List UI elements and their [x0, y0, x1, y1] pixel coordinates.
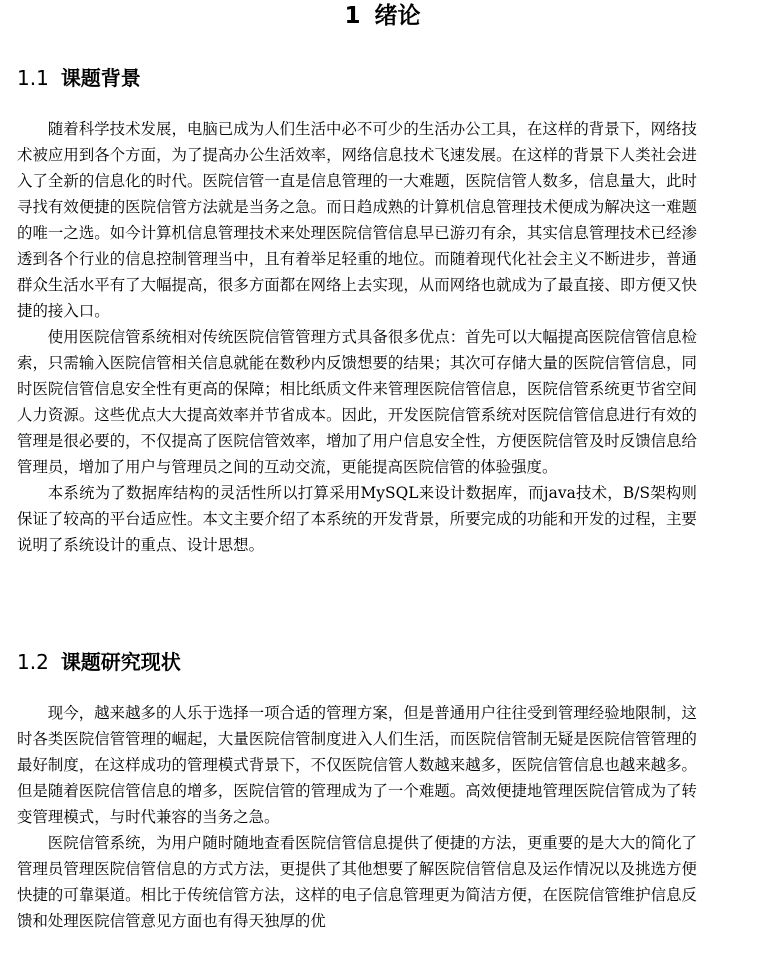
paragraph: 使用医院信管系统相对传统医院信管管理方式具备很多优点：首先可以大幅提高医院信管信息检索，只需输入医院信管相关信息就能在数秒内反馈想要的结果；其次可存储大量的医院信管信息，同时医院信管信息安全性有更高的保障；相比纸质文件来管理医院信管信息，医院信管系统更节省空间人力资源。这些优点大大提高效率并节省成本。因此，开发医院信管系统对医院信管信息进行有效的管理是很必要的，不仅提高了医院信管效率，增加了用户信息安全性，方便医院信管及时反馈信息给管理员，增加了用户与管理员之间的互动交流，更能提高医院信管的体验强度。 — [17, 328, 697, 476]
paragraph: 本系统为了数据库结构的灵活性所以打算采用MySQL来设计数据库，而java技术，B/S架构则保证了较高的平台适应性。本文主要介绍了本系统的开发背景，所要完成的功能和开发的过程，主要说明了系统设计的重点、设计思想。 — [17, 484, 697, 554]
section-heading-1-2 — [17, 648, 181, 676]
section-1-1-body — [17, 116, 697, 558]
paragraph: 现今，越来越多的人乐于选择一项合适的管理方案，但是普通用户往往受到管理经验地限制，这时各类医院信管管理的崛起，大量医院信管制度进入人们生活，而医院信管制无疑是医院信管管理的最好制度，在这样成功的管理模式背景下，不仅医院信管人数越来越多，医院信管信息也越来越多。但是随着医院信管信息的增多，医院信管的管理成为了一个难题。高效便捷地管理医院信管成为了转变管理模式，与时代兼容的当务之急。 — [17, 704, 697, 826]
chapter-title — [0, 0, 765, 34]
section-number: 1.2 — [17, 650, 49, 674]
section-number: 1.1 — [17, 66, 49, 90]
paragraph: 医院信管系统，为用户随时随地查看医院信管信息提供了便捷的方法，更重要的是大大的简化了管理员管理医院信管信息的方式方法，更提供了其他想要了解医院信管信息及运作情况以及挑选方便快捷的可靠渠道。相比于传统信管方法，这样的电子信息管理更为简洁方便，在医院信管维护信息反馈和处理医院信管意见方面也有得天独厚的优 — [17, 834, 697, 930]
chapter-title-text: 绪论 — [374, 3, 421, 29]
section-1-2-body — [17, 700, 697, 934]
section-title-text: 课题研究现状 — [60, 650, 181, 674]
chapter-number: 1 — [344, 3, 361, 29]
section-heading-1-1 — [17, 64, 141, 92]
section-title-text: 课题背景 — [60, 66, 141, 90]
paragraph: 随着科学技术发展，电脑已成为人们生活中必不可少的生活办公工具，在这样的背景下，网络技术被应用到各个方面，为了提高办公生活效率，网络信息技术飞速发展。在这样的背景下人类社会进入了全新的信息化的时代。医院信管一直是信息管理的一大难题，医院信管人数多，信息量大，此时寻找有效便捷的医院信管方法就是当务之急。而日趋成熟的计算机信息管理技术便成为解决这一难题的唯一之选。如今计算机信息管理技术来处理医院信管信息早已游刃有余，其实信息管理技术已经渗透到各个行业的信息控制管理当中，且有着举足轻重的地位。而随着现代化社会主义不断进步，普通群众生活水平有了大幅提高，很多方面都在网络上去实现，从而网络也就成为了最直接、即方便又快捷的接入口。 — [17, 120, 697, 320]
